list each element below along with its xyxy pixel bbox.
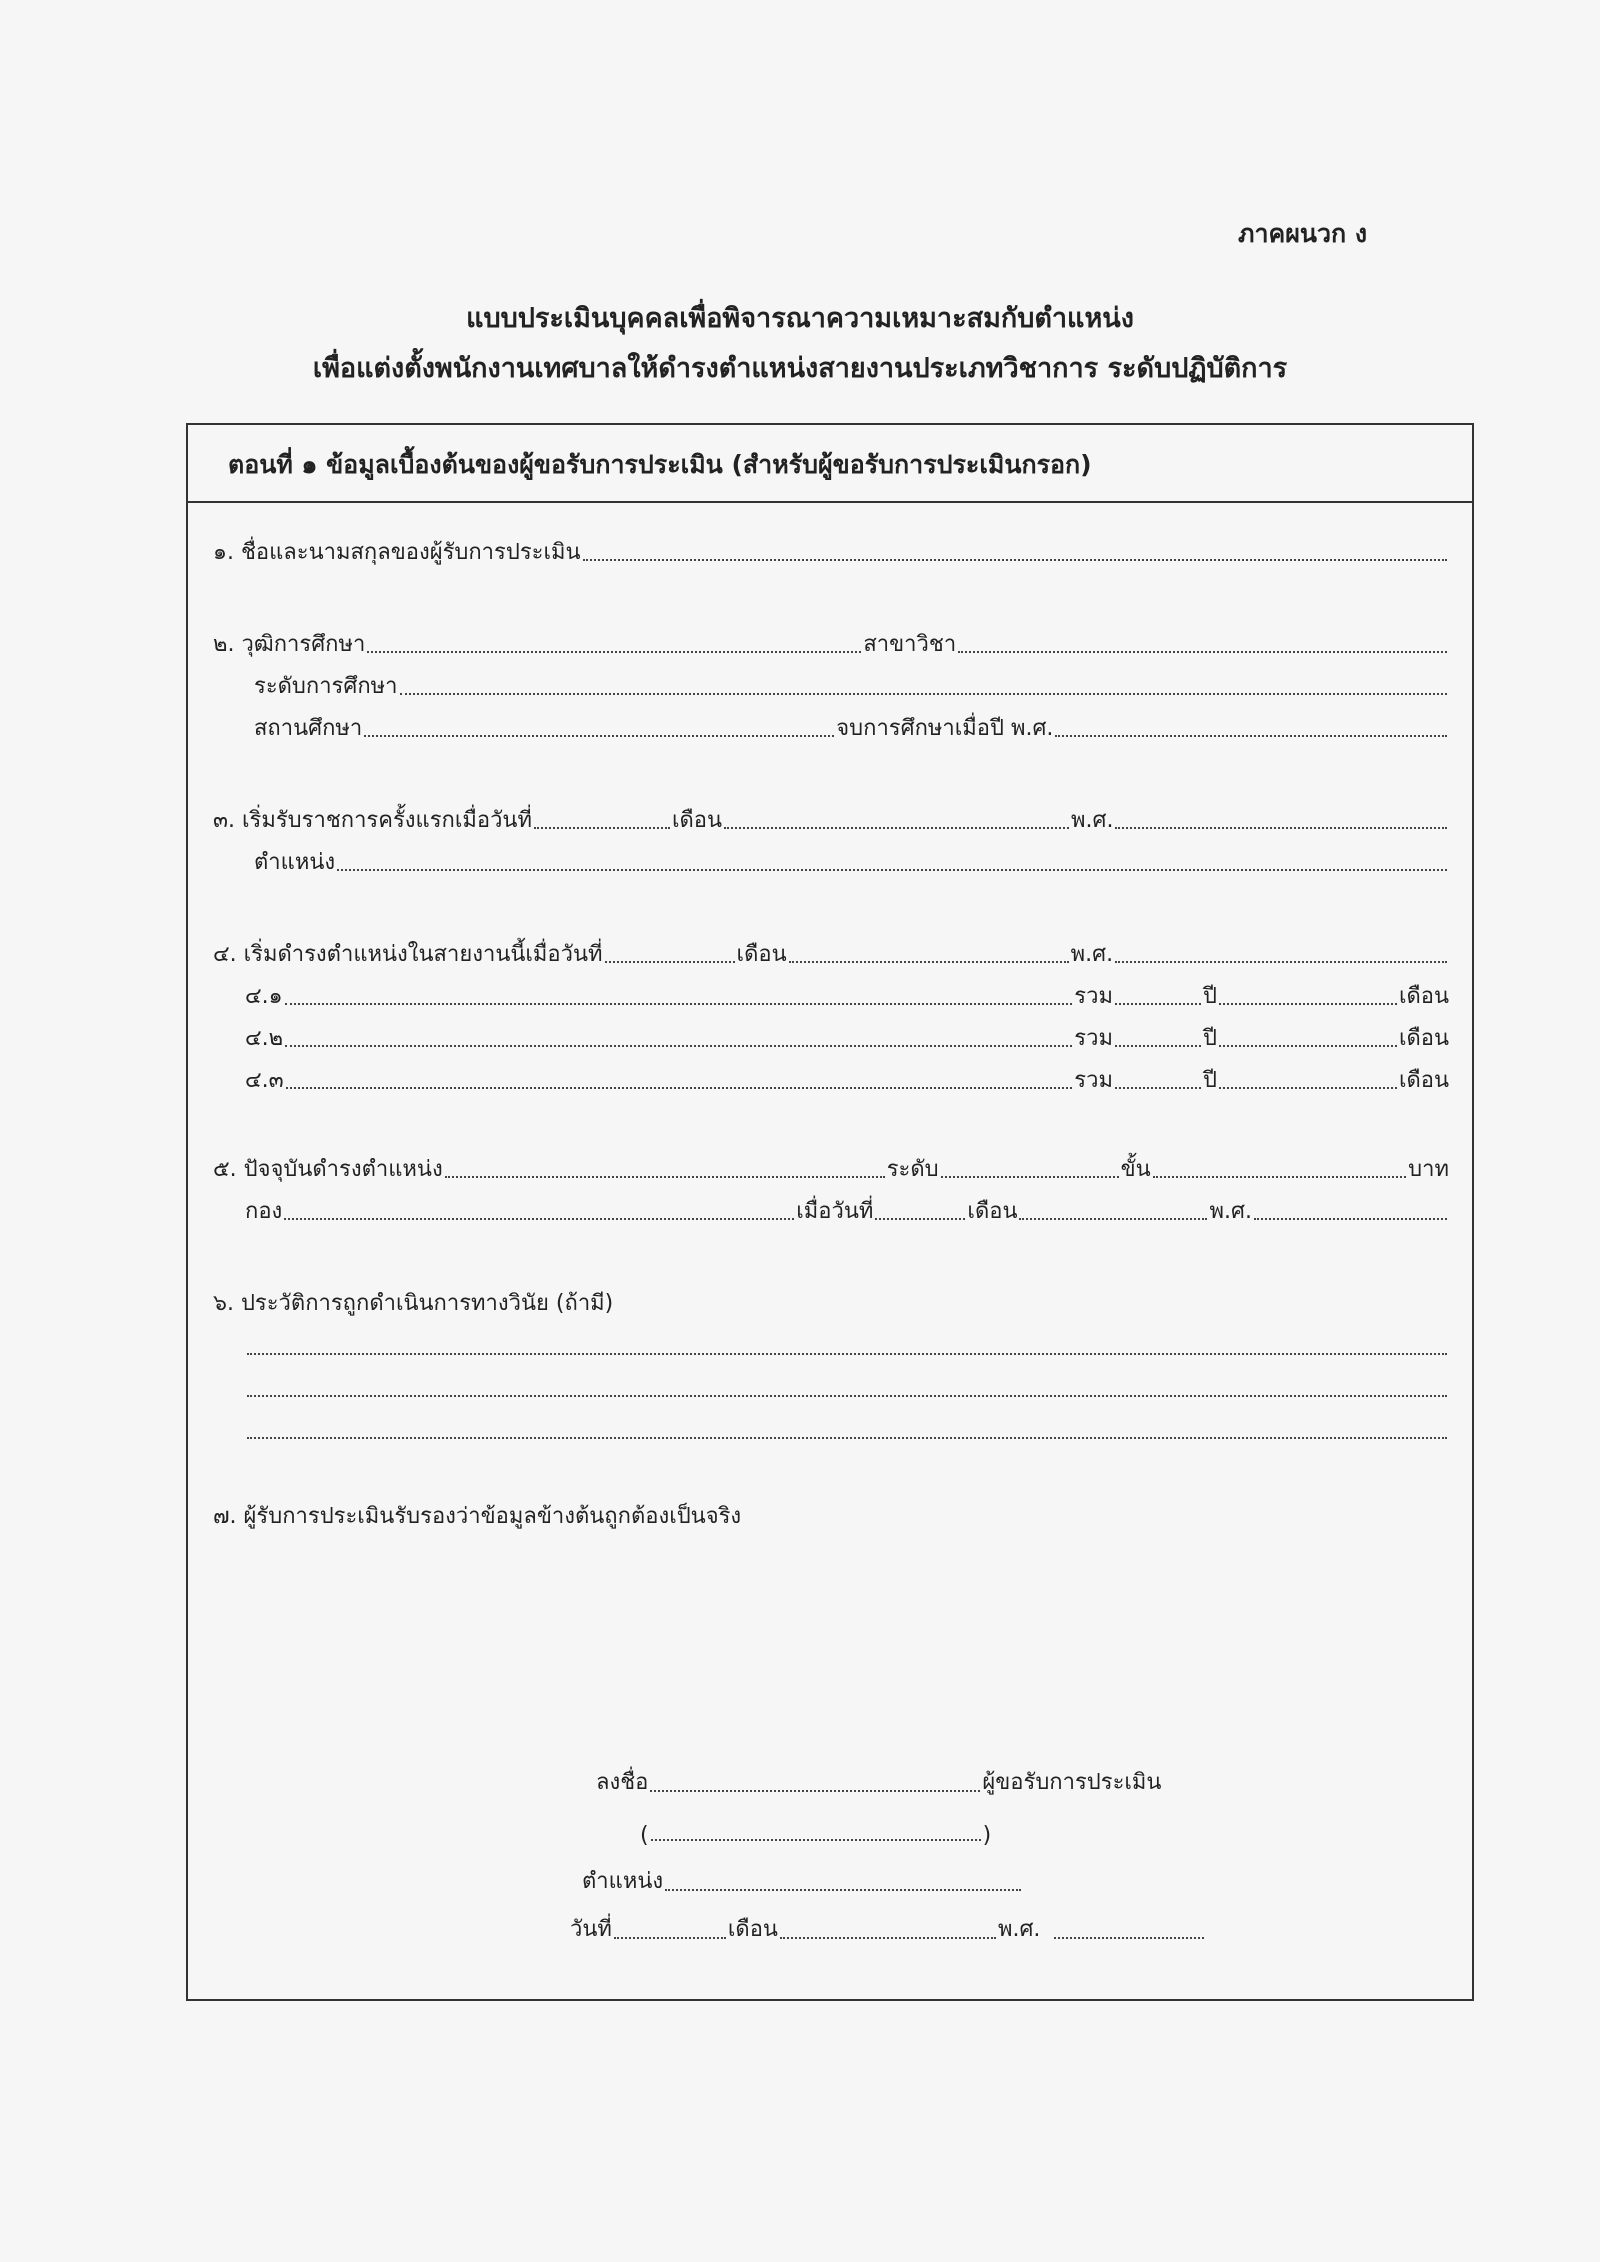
major-field[interactable] <box>958 647 1447 653</box>
sign-date-label: วันที่ <box>570 1917 612 1942</box>
years-field[interactable] <box>1115 1041 1201 1047</box>
fullname-field[interactable] <box>583 555 1447 561</box>
line-start-year-field[interactable] <box>1115 957 1447 963</box>
paren-close: ) <box>982 1823 992 1848</box>
item5-year-label: พ.ศ. <box>1209 1199 1252 1224</box>
sign-day-field[interactable] <box>614 1933 726 1939</box>
qualification-field[interactable] <box>367 647 861 653</box>
salary-field[interactable] <box>1153 1172 1407 1178</box>
education-level-field[interactable] <box>400 689 1447 695</box>
sign-year-label: พ.ศ. <box>997 1917 1041 1942</box>
first-service-day-field[interactable] <box>534 823 670 829</box>
signature-field[interactable] <box>650 1786 980 1792</box>
line-start-month-field[interactable] <box>789 957 1069 963</box>
years-label: ปี <box>1202 1068 1217 1093</box>
item1-label: ๑. ชื่อและนามสกุลของผู้รับการประเมิน <box>213 540 581 565</box>
current-day-field[interactable] <box>875 1214 965 1220</box>
item5-label: ๕. ปัจจุบันดำรงตำแหน่ง <box>213 1157 443 1182</box>
printed-name-field[interactable] <box>651 1835 981 1841</box>
item4-sub-row <box>245 1018 1449 1054</box>
sub-item-number: ๔.๓ <box>245 1068 284 1093</box>
sub-item-detail-field[interactable] <box>286 1083 1073 1089</box>
form-title-line1: แบบประเมินบุคคลเพื่อพิจารณาความเหมาะสมกับตำแหน่ง <box>466 303 1134 334</box>
first-service-month-field[interactable] <box>724 823 1069 829</box>
sub-item-detail-field[interactable] <box>285 999 1073 1005</box>
months-field[interactable] <box>1219 1041 1397 1047</box>
sign-date-row <box>570 1910 1206 1946</box>
major-label: สาขาวิชา <box>863 632 957 657</box>
item4-year-label: พ.ศ. <box>1070 942 1114 967</box>
item3-row <box>213 800 1449 836</box>
signer-position-row <box>582 1862 1023 1898</box>
education-level-row <box>254 666 1449 702</box>
current-level-field[interactable] <box>941 1172 1119 1178</box>
sign-label: ลงชื่อ <box>596 1770 649 1795</box>
institution-field[interactable] <box>364 731 834 737</box>
sign-month-field[interactable] <box>780 1933 996 1939</box>
months-label: เดือน <box>1398 1026 1449 1051</box>
item5-month-label: เดือน <box>967 1199 1018 1224</box>
disciplinary-line <box>245 1410 1449 1446</box>
item3-position-row <box>254 842 1449 878</box>
disciplinary-field[interactable] <box>247 1391 1447 1397</box>
item4-row <box>213 934 1449 970</box>
disciplinary-line <box>245 1326 1449 1362</box>
appendix-label: ภาคผนวก ง <box>1238 219 1368 248</box>
item5-level-label: ระดับ <box>886 1157 939 1182</box>
item4-sub-row <box>245 976 1449 1012</box>
signer-position-field[interactable] <box>665 1885 1021 1891</box>
item1-row <box>213 532 1449 568</box>
item7-row <box>213 1496 1449 1532</box>
part1-heading: ตอนที่ ๑ ข้อมูลเบื้องต้นของผู้ขอรับการประเมิน (สำหรับผู้ขอรับการประเมินกรอก) <box>188 425 1472 503</box>
grad-year-field[interactable] <box>1055 731 1447 737</box>
sub-item-number: ๔.๒ <box>245 1026 284 1051</box>
signer-role-label: ผู้ขอรับการประเมิน <box>982 1770 1162 1795</box>
item7-label: ๗. ผู้รับการประเมินรับรองว่าข้อมูลข้างต้นถูกต้องเป็นจริง <box>213 1504 742 1529</box>
item4-label: ๔. เริ่มดำรงตำแหน่งในสายงานนี้เมื่อวันที่ <box>213 942 603 967</box>
item6-label: ๖. ประวัติการถูกดำเนินการทางวินัย (ถ้ามี) <box>213 1291 614 1316</box>
first-service-year-field[interactable] <box>1115 823 1447 829</box>
baht-label: บาท <box>1408 1157 1449 1182</box>
item5-row <box>213 1149 1449 1185</box>
grad-year-label: จบการศึกษาเมื่อปี พ.ศ. <box>836 716 1054 741</box>
education-level-label: ระดับการศึกษา <box>254 674 398 699</box>
item6-row <box>213 1283 1449 1319</box>
sub-item-detail-field[interactable] <box>285 1041 1072 1047</box>
division-field[interactable] <box>284 1214 794 1220</box>
item3-year-label: พ.ศ. <box>1071 808 1114 833</box>
institution-label: สถานศึกษา <box>254 716 363 741</box>
item4-sub-row <box>245 1060 1449 1096</box>
total-label: รวม <box>1074 984 1113 1009</box>
months-field[interactable] <box>1219 999 1397 1005</box>
current-year-field[interactable] <box>1254 1214 1447 1220</box>
item2-row <box>213 624 1449 660</box>
years-field[interactable] <box>1115 999 1201 1005</box>
disciplinary-field[interactable] <box>247 1349 1447 1355</box>
paren-open: ( <box>640 1823 649 1848</box>
item5-date-label: เมื่อวันที่ <box>796 1199 874 1224</box>
months-field[interactable] <box>1219 1083 1397 1089</box>
institution-row <box>254 708 1449 744</box>
item3-position-label: ตำแหน่ง <box>254 850 336 875</box>
printed-name-row <box>640 1812 991 1848</box>
months-label: เดือน <box>1398 1068 1449 1093</box>
line-start-day-field[interactable] <box>605 957 735 963</box>
disciplinary-line <box>245 1368 1449 1404</box>
item5-step-label: ขั้น <box>1120 1157 1151 1182</box>
total-label: รวม <box>1074 1068 1113 1093</box>
sign-month-label: เดือน <box>727 1917 778 1942</box>
signature-row <box>596 1763 1161 1799</box>
months-label: เดือน <box>1398 984 1449 1009</box>
years-label: ปี <box>1202 1026 1217 1051</box>
item4-month-label: เดือน <box>736 942 787 967</box>
current-month-field[interactable] <box>1019 1214 1207 1220</box>
disciplinary-field[interactable] <box>247 1433 1447 1439</box>
years-field[interactable] <box>1115 1083 1201 1089</box>
signer-position-label: ตำแหน่ง <box>582 1869 664 1894</box>
years-label: ปี <box>1202 984 1217 1009</box>
item5-division-row <box>245 1191 1449 1227</box>
item2-label: ๒. วุฒิการศึกษา <box>213 632 366 657</box>
item3-label: ๓. เริ่มรับราชการครั้งแรกเมื่อวันที่ <box>213 808 532 833</box>
sub-item-number: ๔.๑ <box>245 984 283 1009</box>
current-position-field[interactable] <box>445 1172 885 1178</box>
first-position-field[interactable] <box>337 865 1447 871</box>
item3-month-label: เดือน <box>671 808 723 833</box>
division-label: กอง <box>245 1199 283 1224</box>
form-title-line2: เพื่อแต่งตั้งพนักงานเทศบาลให้ดำรงตำแหน่งสายงานประเภทวิชาการ ระดับปฏิบัติการ <box>312 353 1288 384</box>
sign-year-field[interactable] <box>1054 1933 1204 1939</box>
total-label: รวม <box>1074 1026 1113 1051</box>
